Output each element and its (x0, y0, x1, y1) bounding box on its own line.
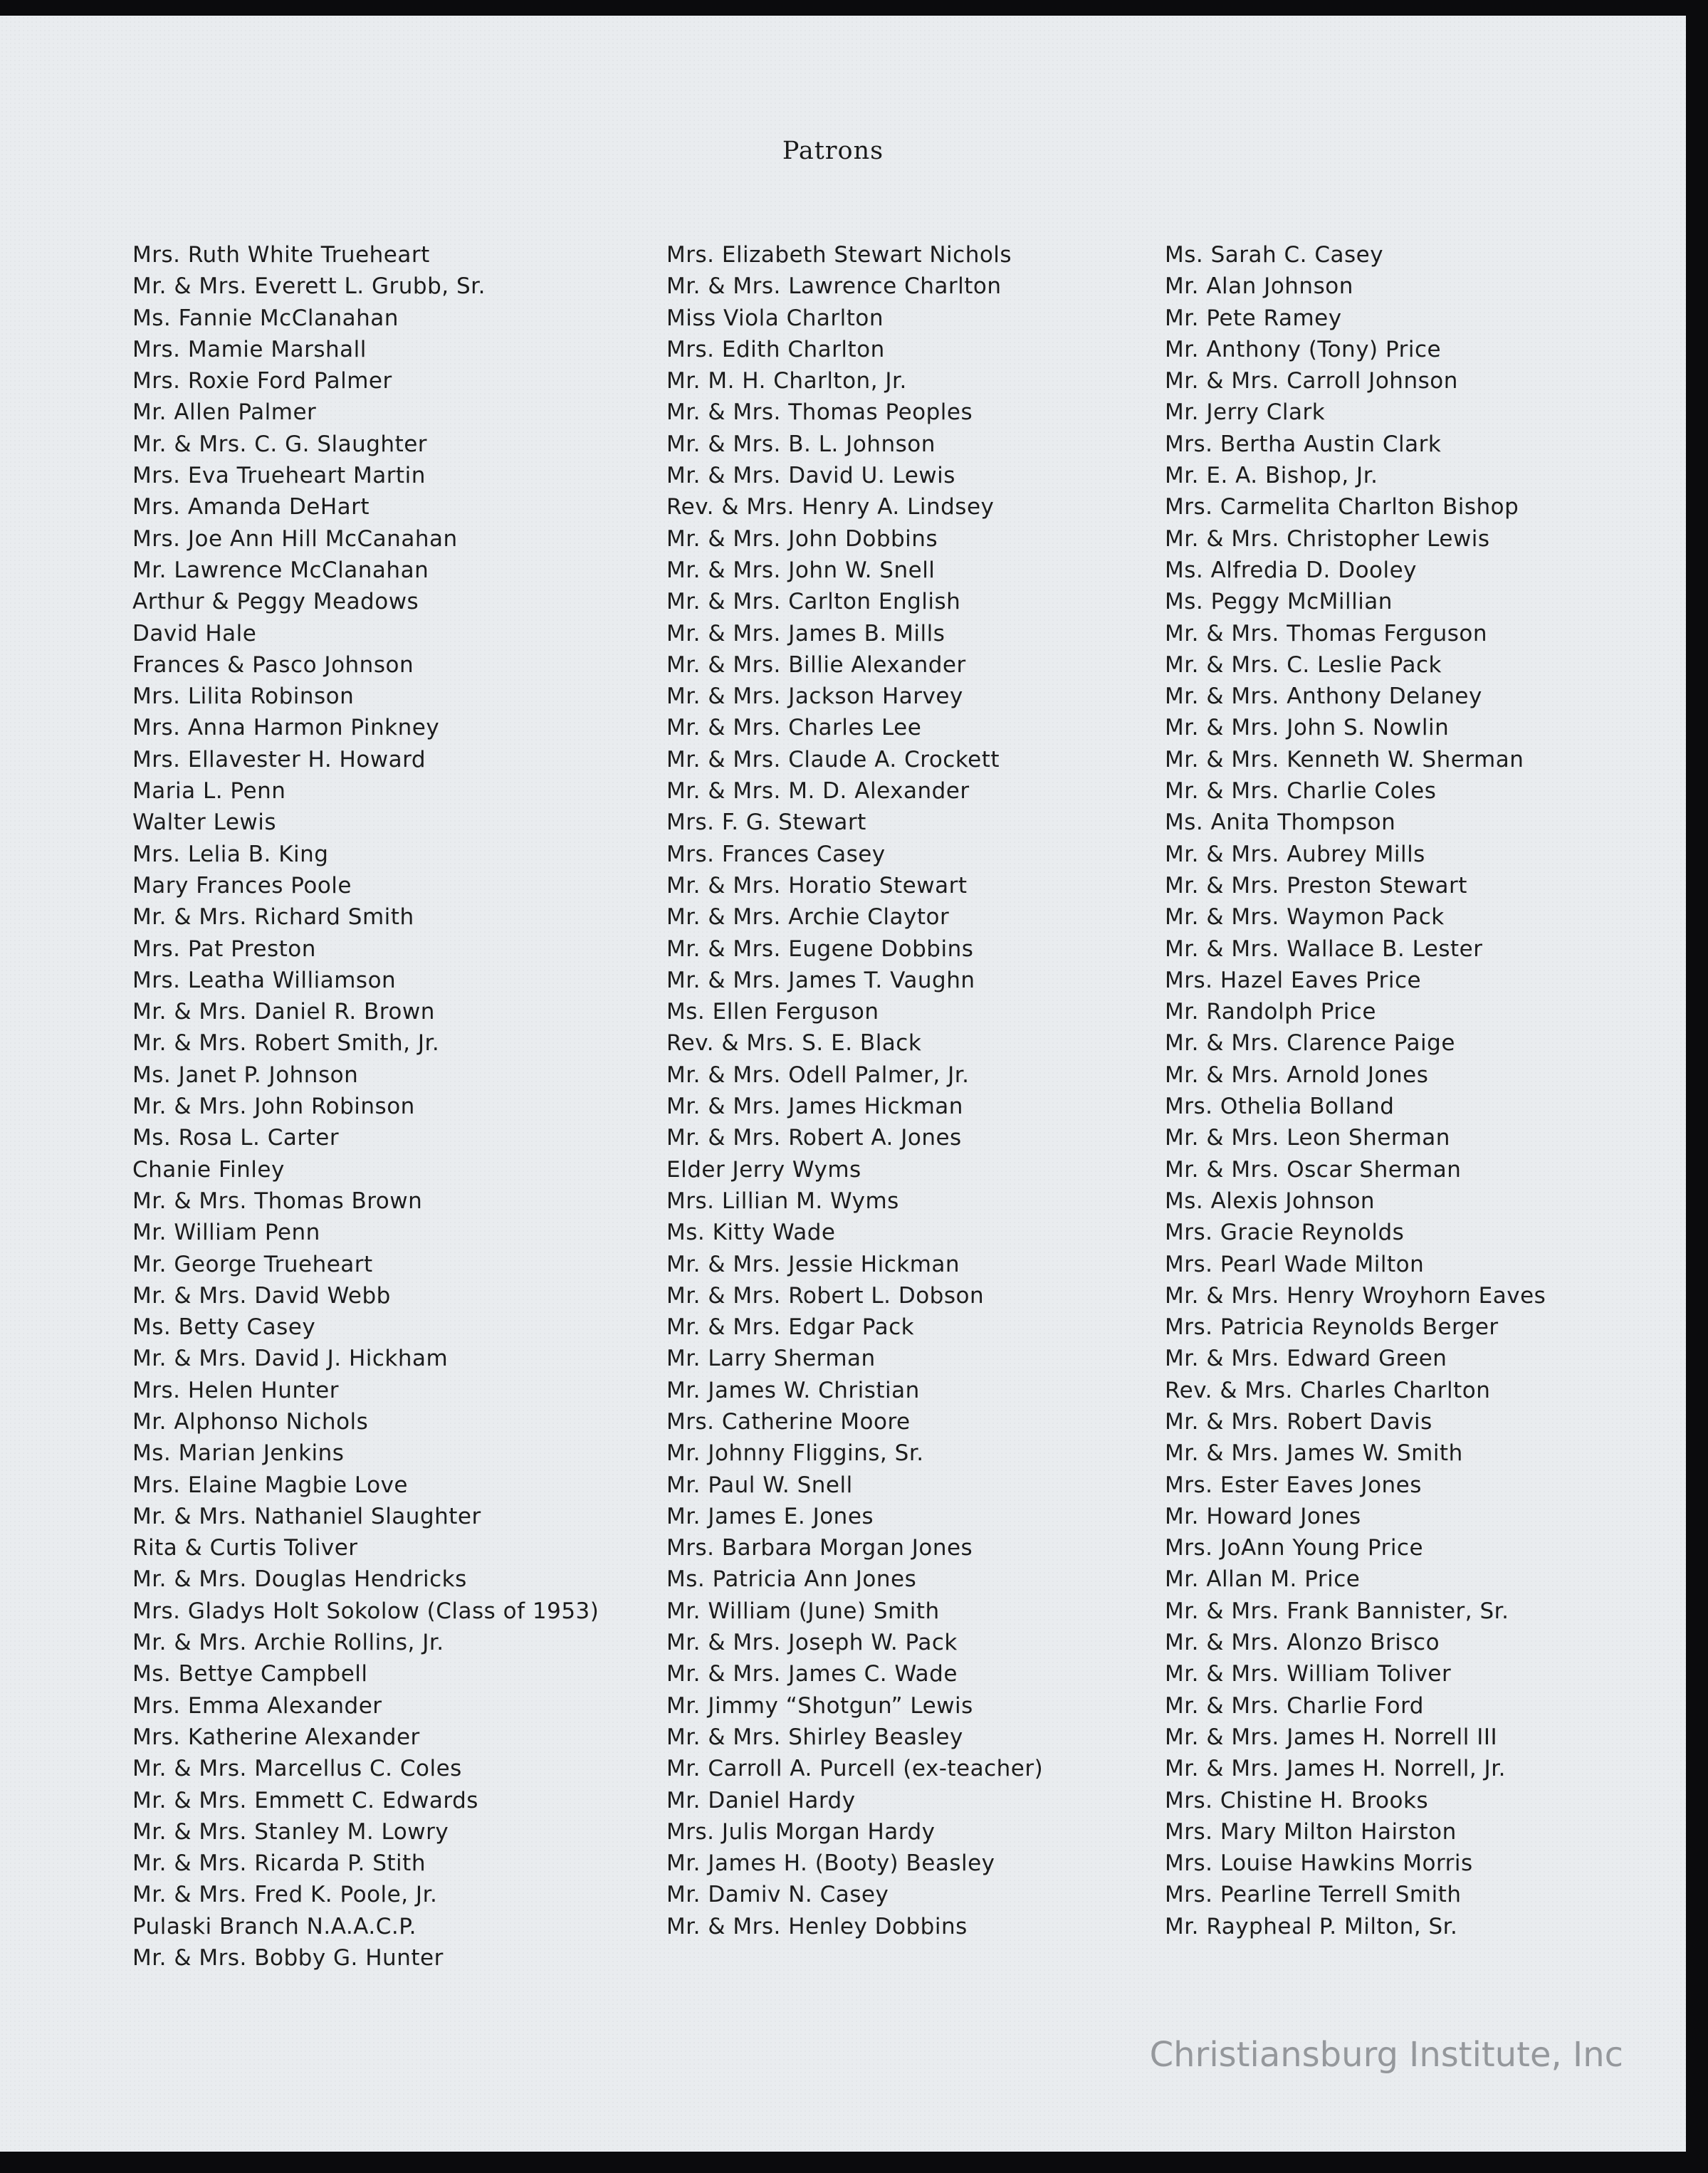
patron-name: Mrs. Pearline Terrell Smith (1165, 1882, 1462, 1908)
patrons-column-1 (132, 239, 599, 1974)
patron-name: Mr. & Mrs. Shirley Beasley (666, 1724, 963, 1750)
patron-name: Mrs. JoAnn Young Price (1165, 1535, 1424, 1561)
patron-name: Mrs. Lilita Robinson (132, 684, 355, 710)
patron-name: Mrs. Pearl Wade Milton (1165, 1251, 1425, 1277)
page-title: Patrons (782, 137, 884, 165)
patron-name: Mr. & Mrs. Nathaniel Slaughter (132, 1503, 481, 1529)
patron-name: Mr. Johnny Fliggins, Sr. (666, 1440, 924, 1467)
patron-name: Arthur & Peggy Meadows (132, 589, 419, 615)
patron-name: Mrs. Leatha Williamson (132, 967, 397, 993)
patron-name: Mr. William Penn (132, 1220, 320, 1246)
patron-name: Mr. & Mrs. Eugene Dobbins (666, 936, 974, 962)
patron-name: Mr. & Mrs. Jackson Harvey (666, 684, 963, 710)
patron-name: Mrs. Hazel Eaves Price (1165, 967, 1422, 993)
patron-name: Mr. Damiv N. Casey (666, 1882, 889, 1908)
patron-name: Mrs. Elaine Magbie Love (132, 1472, 408, 1498)
patron-name: Mr. Allen Palmer (132, 399, 317, 426)
patron-name: Mr. & Mrs. Carroll Johnson (1165, 368, 1458, 394)
patron-name: Chanie Finley (132, 1156, 285, 1183)
patron-name: Mr. & Mrs. Robert Smith, Jr. (132, 1030, 440, 1057)
patron-name: Pulaski Branch N.A.A.C.P. (132, 1913, 416, 1939)
patron-name: Mr. & Mrs. Thomas Peoples (666, 399, 973, 426)
patron-name: Mrs. Pat Preston (132, 936, 316, 962)
patron-name: Mr. Jerry Clark (1165, 399, 1326, 426)
patron-name: Mr. & Mrs. Archie Rollins, Jr. (132, 1630, 444, 1656)
patron-name: Mr. & Mrs. Lawrence Charlton (666, 273, 1002, 300)
patron-name: Mr. & Mrs. Claude A. Crockett (666, 746, 1000, 773)
patron-name: Mr. & Mrs. Aubrey Mills (1165, 841, 1425, 867)
patron-name: Mrs. Carmelita Charlton Bishop (1165, 494, 1519, 520)
patron-name: Rev. & Mrs. Charles Charlton (1165, 1377, 1491, 1403)
patron-name: Mr. & Mrs. Edgar Pack (666, 1314, 915, 1341)
patron-name: Mr. Randolph Price (1165, 999, 1376, 1025)
patron-name: Mrs. Joe Ann Hill McCanahan (132, 525, 458, 552)
patron-name: Ms. Sarah C. Casey (1165, 242, 1384, 268)
patron-name: Mr. & Mrs. Waymon Pack (1165, 904, 1445, 931)
patron-name: Mr. & Mrs. Bobby G. Hunter (132, 1945, 444, 1972)
patron-name: Rev. & Mrs. S. E. Black (666, 1030, 922, 1057)
patron-name: Mr. Carroll A. Purcell (ex-teacher) (666, 1756, 1044, 1782)
patron-name: Mary Frances Poole (132, 872, 352, 899)
patron-name: Mrs. Bertha Austin Clark (1165, 431, 1442, 457)
patron-name: Mr. & Mrs. Ricarda P. Stith (132, 1850, 426, 1877)
patron-name: Mr. & Mrs. James C. Wade (666, 1661, 958, 1687)
patron-name: Mr. James H. (Booty) Beasley (666, 1850, 995, 1877)
patron-name: Ms. Anita Thompson (1165, 810, 1396, 836)
patron-name: Mrs. Edith Charlton (666, 336, 885, 362)
document-page (0, 16, 1686, 2152)
patron-name: Mr. & Mrs. Horatio Stewart (666, 872, 968, 899)
patron-name: Mrs. Gracie Reynolds (1165, 1220, 1405, 1246)
patron-name: Ms. Janet P. Johnson (132, 1062, 359, 1088)
patron-name: Mr. & Mrs. Thomas Ferguson (1165, 620, 1487, 646)
patron-name: Mr. & Mrs. Joseph W. Pack (666, 1630, 958, 1656)
patron-name: Mr. & Mrs. Charles Lee (666, 715, 922, 741)
patron-name: Mrs. Othelia Bolland (1165, 1094, 1395, 1120)
patron-name: Mr. & Mrs. John Robinson (132, 1094, 415, 1120)
patron-name: Mr. & Mrs. Robert Davis (1165, 1408, 1432, 1435)
patron-name: Ms. Ellen Ferguson (666, 999, 879, 1025)
patron-name: Mr. & Mrs. Preston Stewart (1165, 872, 1467, 899)
patron-name: Mr. Alphonso Nichols (132, 1408, 369, 1435)
patron-name: Mrs. Chistine H. Brooks (1165, 1787, 1429, 1813)
patron-name: Ms. Marian Jenkins (132, 1440, 345, 1467)
patron-name: Mr. & Mrs. John W. Snell (666, 557, 936, 583)
patron-name: Mrs. Lelia B. King (132, 841, 329, 867)
patron-name: David Hale (132, 620, 257, 646)
patron-name: Mrs. Ruth White Trueheart (132, 242, 430, 268)
patron-name: Mr. & Mrs. Frank Bannister, Sr. (1165, 1598, 1509, 1624)
patron-name: Ms. Rosa L. Carter (132, 1125, 340, 1151)
patron-name: Ms. Peggy McMillian (1165, 589, 1393, 615)
patron-name: Mr. & Mrs. Oscar Sherman (1165, 1156, 1462, 1183)
patron-name: Mr. & Mrs. C. G. Slaughter (132, 431, 428, 457)
patron-name: Mrs. Barbara Morgan Jones (666, 1535, 973, 1561)
patron-name: Mr. William (June) Smith (666, 1598, 940, 1624)
patron-name: Mr. & Mrs. Christopher Lewis (1165, 525, 1490, 552)
patron-name: Mr. Allan M. Price (1165, 1566, 1361, 1593)
patron-name: Mrs. Frances Casey (666, 841, 886, 867)
patron-name: Mr. & Mrs. Fred K. Poole, Jr. (132, 1882, 438, 1908)
patron-name: Mr. & Mrs. Henry Wroyhorn Eaves (1165, 1282, 1546, 1309)
patron-name: Mr. & Mrs. Richard Smith (132, 904, 414, 931)
patron-name: Mr. & Mrs. Daniel R. Brown (132, 999, 435, 1025)
patron-name: Walter Lewis (132, 810, 277, 836)
patron-name: Mr. & Mrs. James Hickman (666, 1094, 963, 1120)
patron-name: Mr. & Mrs. Henley Dobbins (666, 1913, 968, 1939)
patrons-column-3 (1165, 239, 1546, 1942)
patron-name: Mr. James E. Jones (666, 1503, 874, 1529)
patron-name: Mrs. Amanda DeHart (132, 494, 370, 520)
patron-name: Mr. & Mrs. Marcellus C. Coles (132, 1756, 462, 1782)
patron-name: Mr. & Mrs. William Toliver (1165, 1661, 1452, 1687)
patron-name: Mr. Paul W. Snell (666, 1472, 853, 1498)
patron-name: Mrs. Ellavester H. Howard (132, 746, 426, 773)
patron-name: Mr. & Mrs. Wallace B. Lester (1165, 936, 1483, 962)
patron-name: Mr. & Mrs. John S. Nowlin (1165, 715, 1450, 741)
patron-name: Mr. & Mrs. Odell Palmer, Jr. (666, 1062, 970, 1088)
patron-name: Mr. Jimmy “Shotgun” Lewis (666, 1692, 973, 1719)
patron-name: Mr. Daniel Hardy (666, 1787, 856, 1813)
patron-name: Mrs. Ester Eaves Jones (1165, 1472, 1422, 1498)
patron-name: Mr. & Mrs. Archie Claytor (666, 904, 950, 931)
patron-name: Ms. Alfredia D. Dooley (1165, 557, 1418, 583)
patron-name: Mrs. Gladys Holt Sokolow (Class of 1953) (132, 1598, 599, 1624)
patron-name: Mr. & Mrs. David Webb (132, 1282, 391, 1309)
patron-name: Mrs. Mary Milton Hairston (1165, 1818, 1457, 1845)
patron-name: Mr. & Mrs. Charlie Ford (1165, 1692, 1424, 1719)
patron-name: Elder Jerry Wyms (666, 1156, 861, 1183)
patron-name: Mr. Howard Jones (1165, 1503, 1361, 1529)
patron-name: Mrs. Mamie Marshall (132, 336, 367, 362)
watermark: Christiansburg Institute, Inc (1149, 2035, 1623, 2075)
patron-name: Mr. & Mrs. Alonzo Brisco (1165, 1630, 1440, 1656)
patron-name: Ms. Fannie McClanahan (132, 305, 399, 331)
patron-name: Mr. & Mrs. James T. Vaughn (666, 967, 975, 993)
patron-name: Miss Viola Charlton (666, 305, 884, 331)
patron-name: Mr. & Mrs. Clarence Paige (1165, 1030, 1455, 1057)
patron-name: Mrs. Lillian M. Wyms (666, 1188, 899, 1214)
patron-name: Ms. Bettye Campbell (132, 1661, 368, 1687)
patron-name: Mrs. Eva Trueheart Martin (132, 463, 426, 489)
patron-name: Mr. & Mrs. James W. Smith (1165, 1440, 1463, 1467)
patrons-column-2 (666, 239, 1043, 1942)
patron-name: Mr. James W. Christian (666, 1377, 920, 1403)
patron-name: Mr. Anthony (Tony) Price (1165, 336, 1442, 362)
patron-name: Mrs. Patricia Reynolds Berger (1165, 1314, 1499, 1341)
patron-name: Mrs. F. G. Stewart (666, 810, 866, 836)
patron-name: Mrs. Julis Morgan Hardy (666, 1818, 936, 1845)
patron-name: Mr. & Mrs. Anthony Delaney (1165, 684, 1482, 710)
patron-name: Mr. M. H. Charlton, Jr. (666, 368, 907, 394)
patron-name: Mr. & Mrs. Thomas Brown (132, 1188, 423, 1214)
patron-name: Mr. & Mrs. Edward Green (1165, 1346, 1447, 1372)
patron-name: Mrs. Katherine Alexander (132, 1724, 420, 1750)
patron-name: Ms. Betty Casey (132, 1314, 316, 1341)
patron-name: Mrs. Helen Hunter (132, 1377, 339, 1403)
patron-name: Mr. & Mrs. John Dobbins (666, 525, 938, 552)
patron-name: Mr. & Mrs. Stanley M. Lowry (132, 1818, 449, 1845)
patron-name: Mr. & Mrs. Jessie Hickman (666, 1251, 960, 1277)
patron-name: Mr. & Mrs. Robert L. Dobson (666, 1282, 985, 1309)
patron-name: Mrs. Catherine Moore (666, 1408, 911, 1435)
patron-name: Mr. Raypheal P. Milton, Sr. (1165, 1913, 1458, 1939)
patron-name: Mrs. Emma Alexander (132, 1692, 382, 1719)
patron-name: Rev. & Mrs. Henry A. Lindsey (666, 494, 995, 520)
patron-name: Rita & Curtis Toliver (132, 1535, 358, 1561)
patron-name: Frances & Pasco Johnson (132, 651, 414, 678)
patron-name: Mr. & Mrs. C. Leslie Pack (1165, 651, 1442, 678)
patron-name: Mr. Larry Sherman (666, 1346, 876, 1372)
patron-name: Mr. Alan Johnson (1165, 273, 1353, 300)
patron-name: Mr. & Mrs. Emmett C. Edwards (132, 1787, 478, 1813)
patron-name: Ms. Kitty Wade (666, 1220, 836, 1246)
patron-name: Mr. & Mrs. Billie Alexander (666, 651, 966, 678)
patron-name: Mrs. Anna Harmon Pinkney (132, 715, 440, 741)
patron-name: Mr. & Mrs. James H. Norrell III (1165, 1724, 1498, 1750)
patron-name: Mr. Lawrence McClanahan (132, 557, 429, 583)
patron-name: Mr. & Mrs. Leon Sherman (1165, 1125, 1450, 1151)
patron-name: Mr. & Mrs. Kenneth W. Sherman (1165, 746, 1524, 773)
patron-name: Mr. & Mrs. Douglas Hendricks (132, 1566, 467, 1593)
patron-name: Mr. & Mrs. David U. Lewis (666, 463, 955, 489)
patron-name: Mr. & Mrs. M. D. Alexander (666, 778, 970, 805)
patron-name: Mr. & Mrs. James B. Mills (666, 620, 945, 646)
patron-name: Mr. & Mrs. Robert A. Jones (666, 1125, 962, 1151)
patron-name: Mr. Pete Ramey (1165, 305, 1342, 331)
patron-name: Mrs. Elizabeth Stewart Nichols (666, 242, 1012, 268)
patron-name: Ms. Patricia Ann Jones (666, 1566, 917, 1593)
patron-name: Mr. & Mrs. Arnold Jones (1165, 1062, 1429, 1088)
patron-name: Mr. & Mrs. Everett L. Grubb, Sr. (132, 273, 486, 300)
patron-name: Ms. Alexis Johnson (1165, 1188, 1376, 1214)
patron-name: Mr. & Mrs. David J. Hickham (132, 1346, 449, 1372)
patron-name: Mr. & Mrs. James H. Norrell, Jr. (1165, 1756, 1506, 1782)
patron-name: Mrs. Roxie Ford Palmer (132, 368, 392, 394)
patron-name: Maria L. Penn (132, 778, 286, 805)
patron-name: Mr. George Trueheart (132, 1251, 373, 1277)
patron-name: Mr. & Mrs. Carlton English (666, 589, 961, 615)
patron-name: Mr. & Mrs. Charlie Coles (1165, 778, 1437, 805)
patron-name: Mrs. Louise Hawkins Morris (1165, 1850, 1473, 1877)
patron-name: Mr. E. A. Bishop, Jr. (1165, 463, 1378, 489)
patron-name: Mr. & Mrs. B. L. Johnson (666, 431, 936, 457)
